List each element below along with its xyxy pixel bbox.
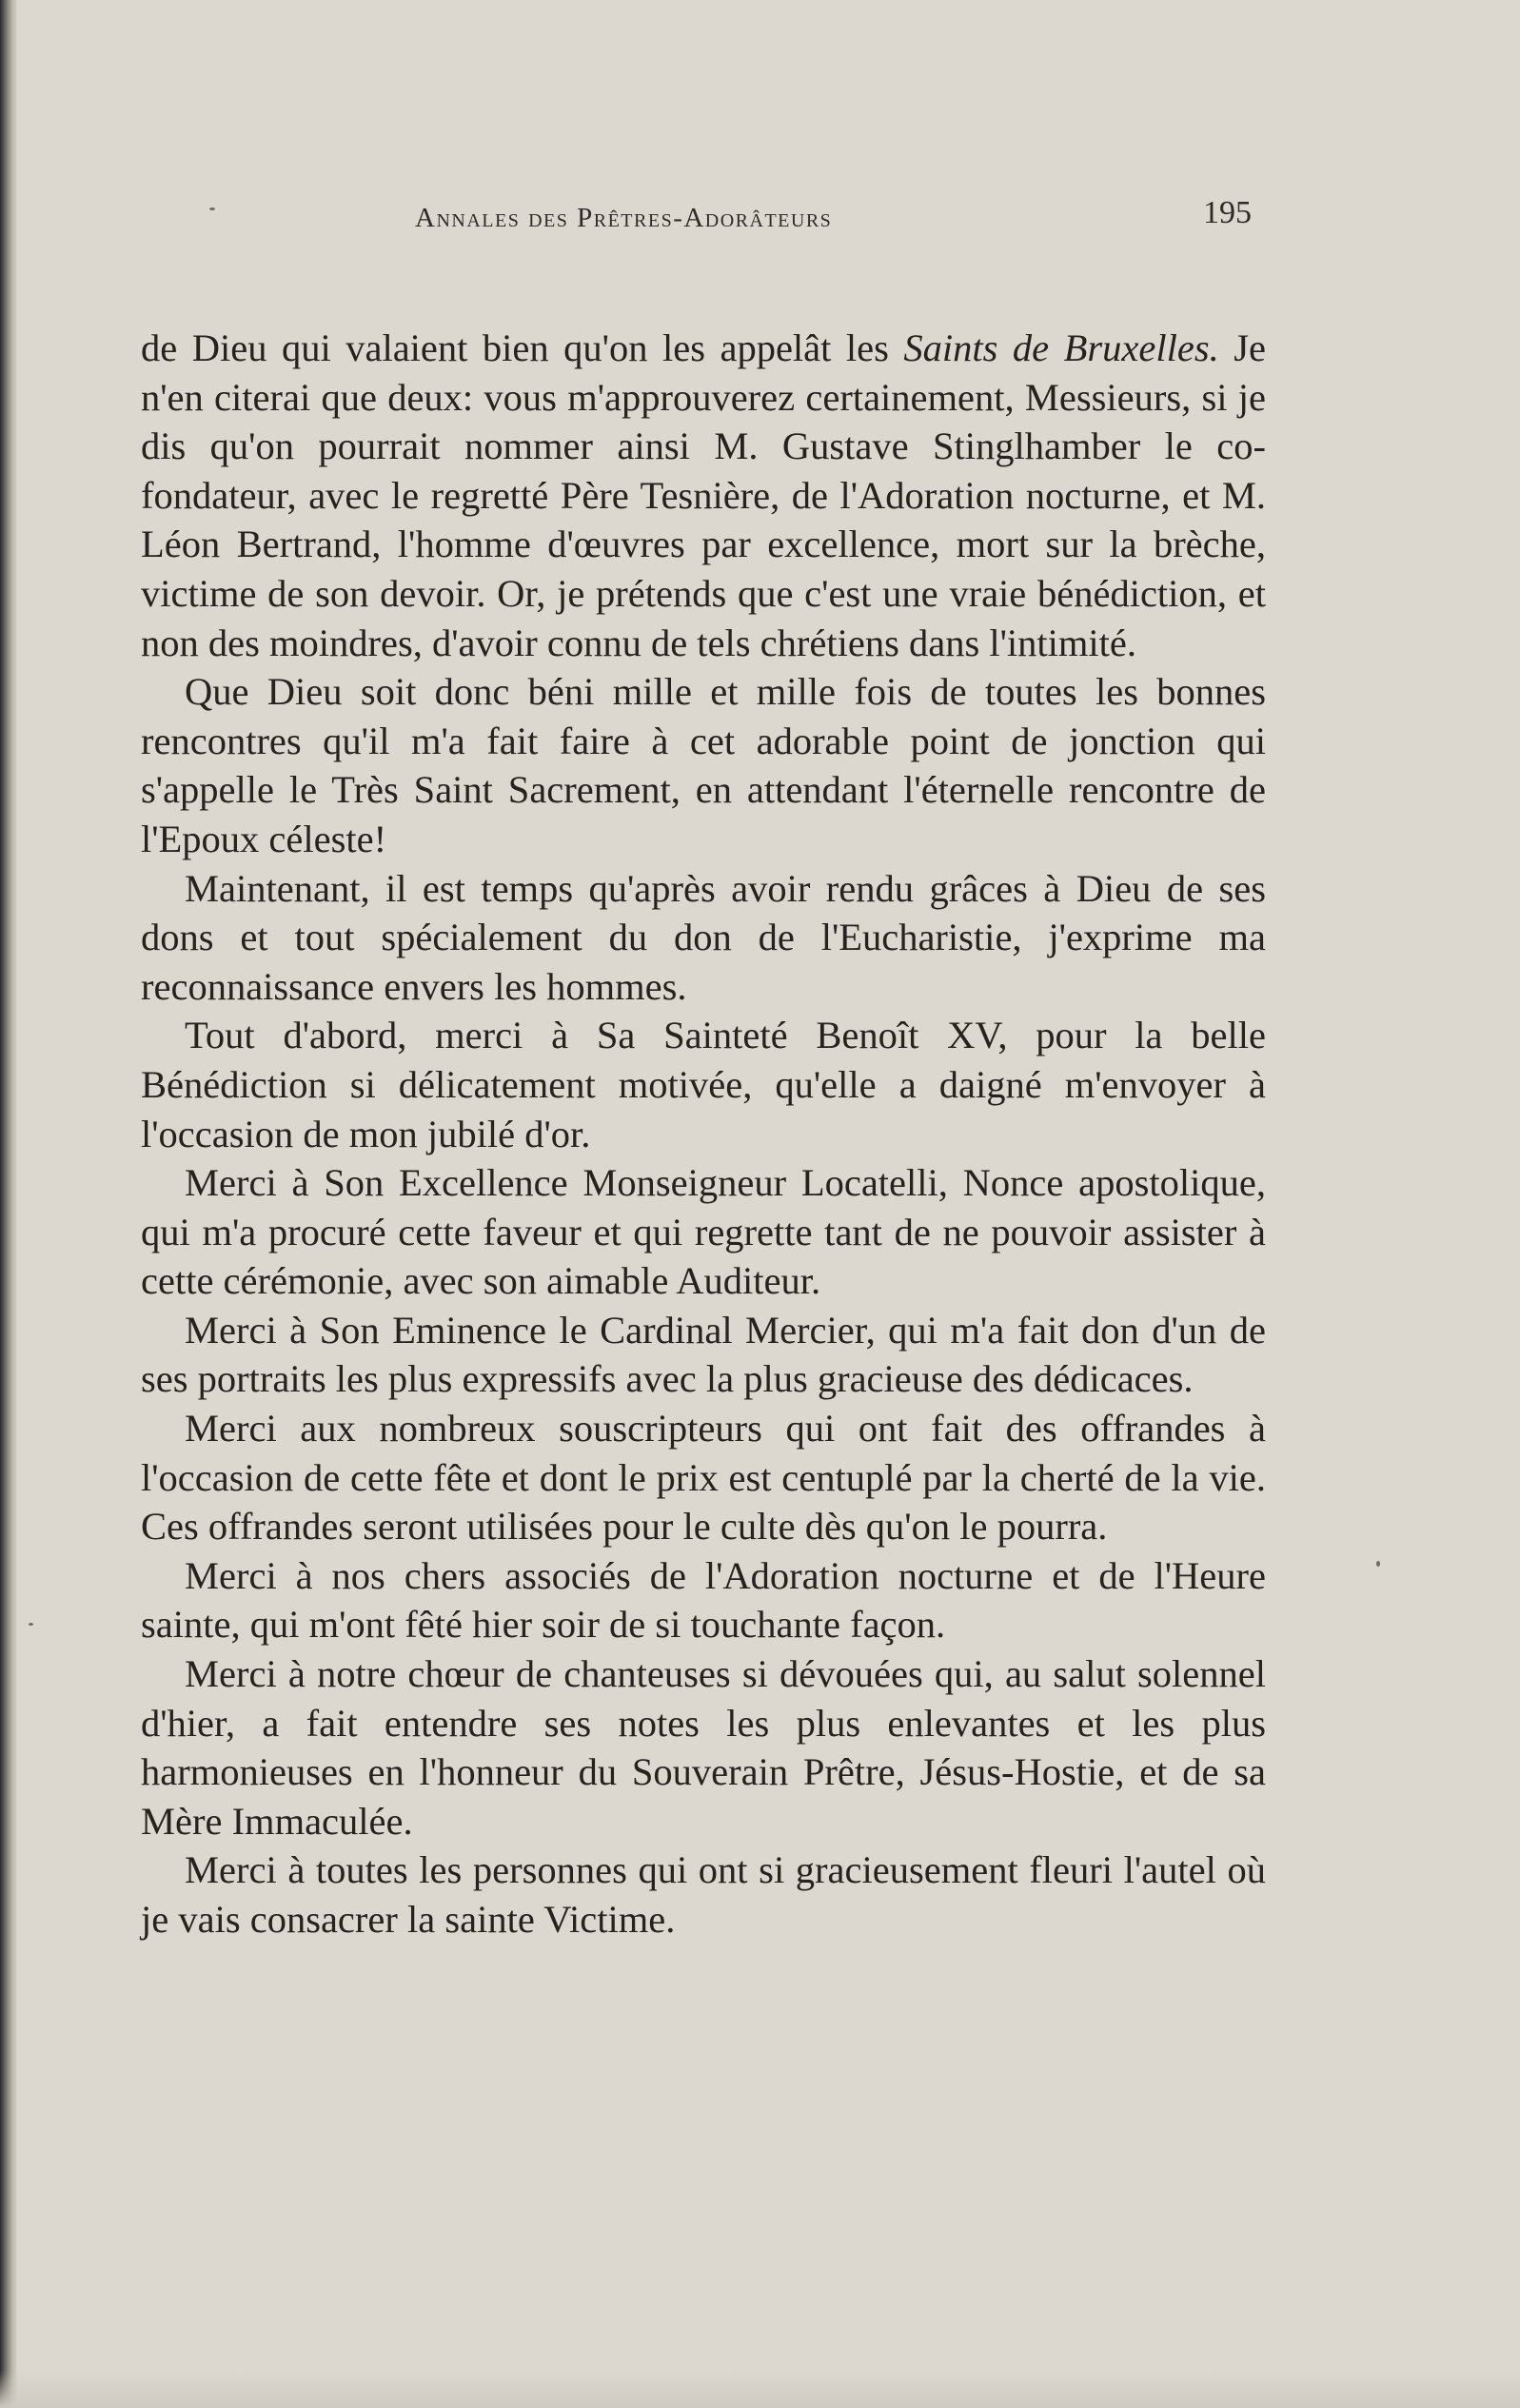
paragraph: Tout d'abord, merci à Sa Sainteté Benoît XV, pour la belle Bénédiction si délicatement motivée, qu'elle a daigné m'envoyer à l'occasion de mon jubilé d'or. — [141, 1014, 1266, 1155]
paper-speck — [209, 207, 215, 210]
paragraph-text: de Dieu qui valaient bien qu'on les appelât les — [141, 326, 904, 369]
paragraph: Merci à Son Excellence Monseigneur Locatelli, Nonce apostolique, qui m'a procuré cette faveur et qui regrette tant de ne pouvoir assister à cette cérémonie, avec son aimable Auditeur. — [141, 1161, 1266, 1303]
paragraph: Maintenant, il est temps qu'après avoir rendu grâces à Dieu de ses dons et tout spécialement du don de l'Eucharistie, j'exprime ma reconnaissance envers les hommes. — [141, 866, 1266, 1008]
running-head — [0, 195, 1520, 243]
page-number: 195 — [1203, 195, 1252, 230]
paragraph: Merci à toutes les personnes qui ont si gracieusement fleuri l'autel où je vais consacrer la sainte Victime. — [141, 1848, 1266, 1941]
paper-speck — [1376, 1561, 1380, 1567]
running-head-title: Annales des Prêtres-Adorâteurs — [415, 203, 833, 233]
paragraph: Merci à notre chœur de chanteuses si dévouées qui, au salut solennel d'hier, a fait entendre ses notes les plus enlevantes et les plus harmonieuses en l'honneur du Souverain Prêtre, Jésus-Hostie, et de sa Mère Immaculée. — [141, 1652, 1266, 1843]
paragraph: Que Dieu soit donc béni mille et mille fois de toutes les bonnes rencontres qu'il m'a fait faire à cet adorable point de jonction qui s'appelle le Très Saint Sacrement, en attendant l'éternelle rencontre de l'Epoux céleste! — [141, 670, 1266, 860]
paper-speck — [29, 1623, 33, 1626]
paragraph-continued — [141, 324, 1266, 667]
paragraph: Merci à nos chers associés de l'Adoration nocturne et de l'Heure sainte, qui m'ont fêté hier soir de si touchante façon. — [141, 1553, 1266, 1647]
body-text — [141, 324, 1266, 1944]
paragraph-text: Je n'en citerai que deux: vous m'approuverez certainement, Messieurs, si je dis qu'on pourrait nommer ainsi M. Gustave Stinglhamber le co-fondateur, avec le regretté Père Tesnière, de l'Adoration nocturne, et M. Léon Bertrand, l'homme d'œuvres par excellence, mort sur la brèche, victime de son devoir. Or, je prétends que c'est une vraie bénédiction, et non des moindres, d'avoir connu de tels chrétiens dans l'intimité. — [141, 326, 1266, 664]
paragraph: Merci aux nombreux souscripteurs qui ont fait des offrandes à l'occasion de cette fête et dont le prix est centuplé par la cherté de la vie. Ces offrandes seront utilisées pour le culte dès qu'on le pourra. — [141, 1407, 1266, 1549]
italic-phrase: Saints de Bruxelles. — [903, 326, 1219, 369]
paragraph: Merci à Son Eminence le Cardinal Mercier, qui m'a fait don d'un de ses portraits les plus expressifs avec la plus gracieuse des dédicaces. — [141, 1308, 1266, 1401]
